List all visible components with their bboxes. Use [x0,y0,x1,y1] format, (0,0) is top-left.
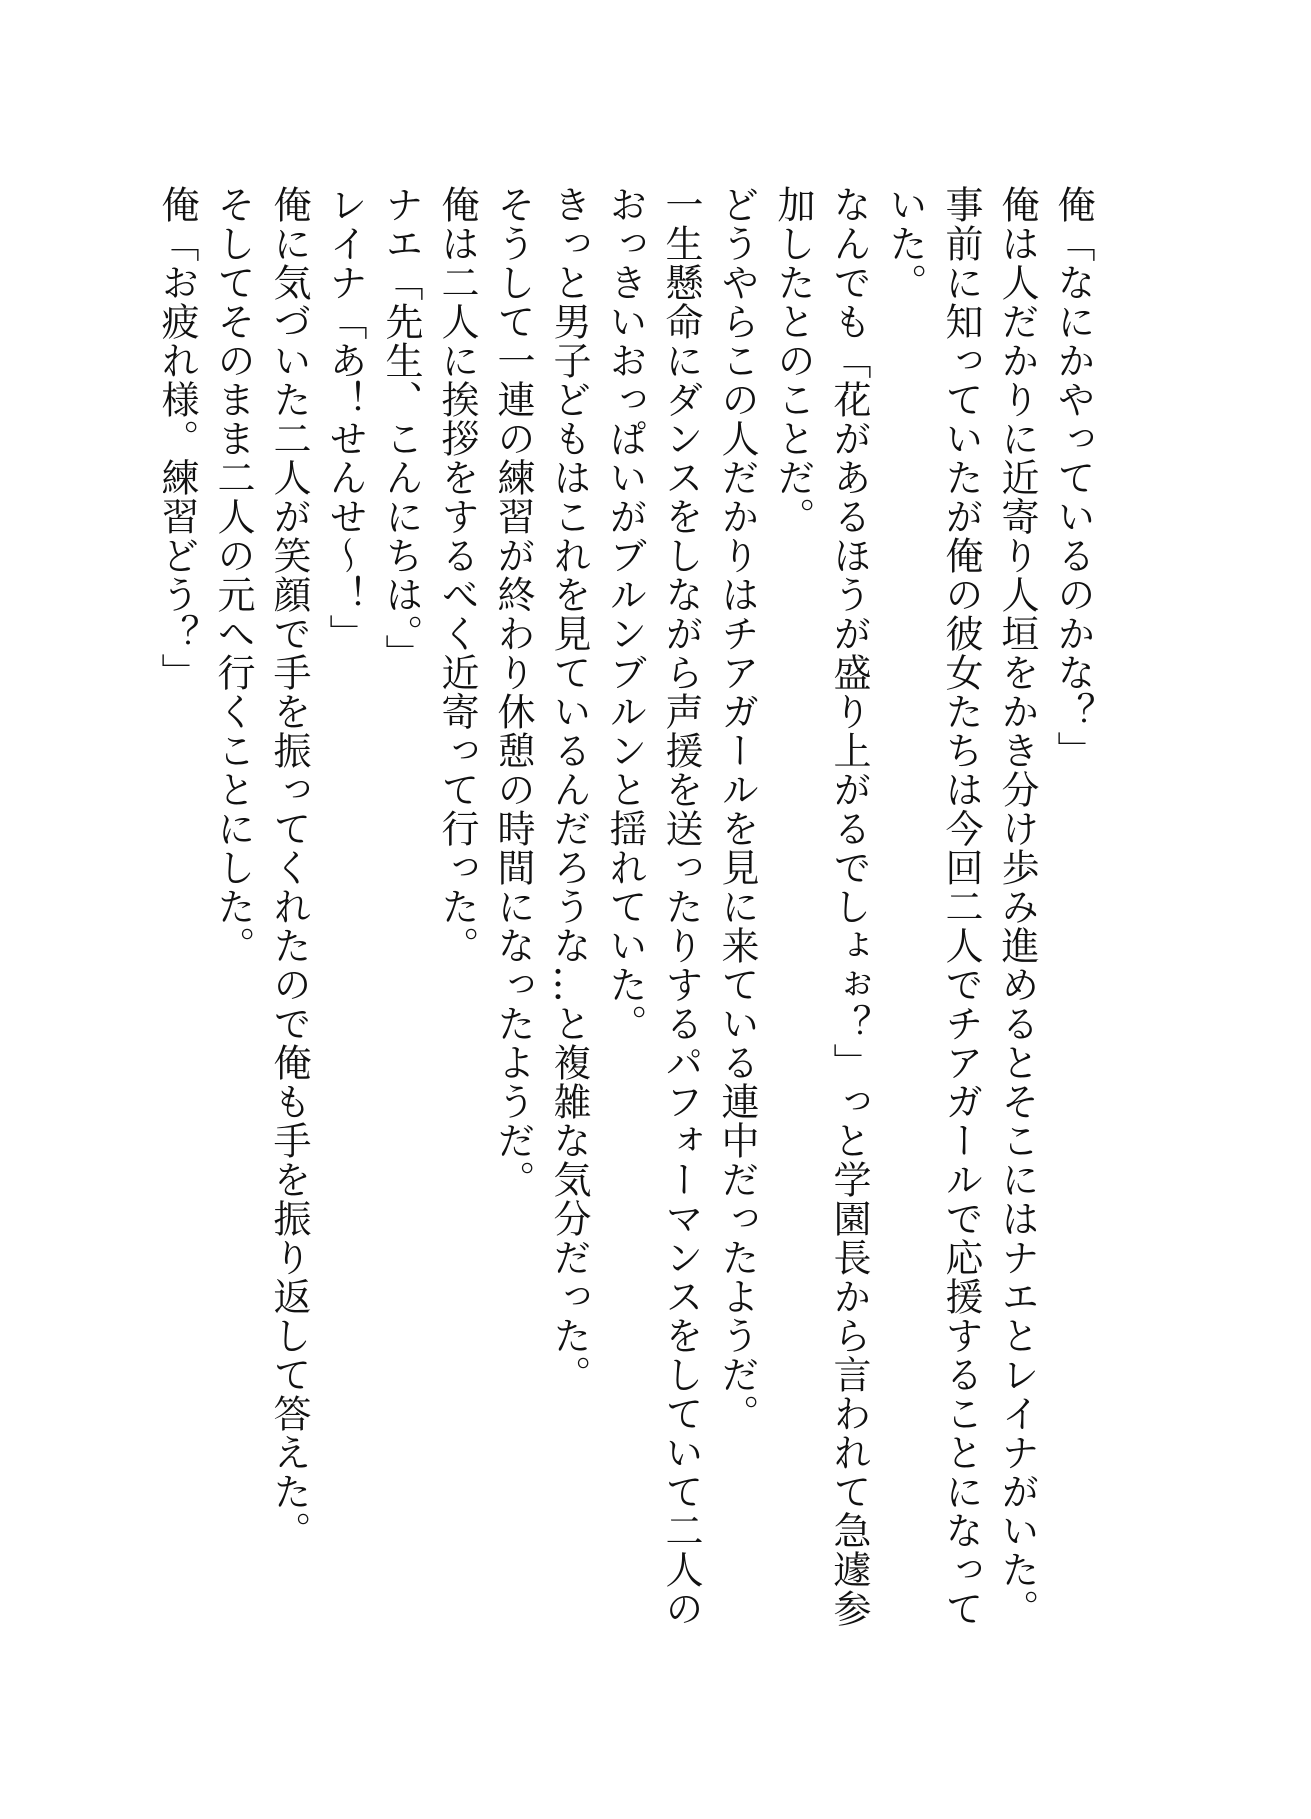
text-line: 事前に知っていたが俺の彼女たちは今回二人でチアガールで応援することになっていた。 [883,185,983,1628]
text-line: きっと男子どもはこれを見ているんだろうな…と複雑な気分だった。 [547,185,591,1394]
text-line: 俺「お疲れ様。練習どう？」 [155,185,199,692]
text-line: 俺に気づいた二人が笑顔で手を振ってくれたので俺も手を振り返して答えた。 [267,185,311,1550]
text-line: なんでも「花があるほうが盛り上がるでしょぉ？」っと学園長から言われて急遽参加したとのことだ。 [771,185,871,1628]
text-line: ナエ「先生、こんにちは。」 [379,185,423,673]
text-line: そうして一連の練習が終わり休憩の時間になったようだ。 [491,185,535,1199]
text-line: 俺は人だかりに近寄り人垣をかき分け歩み進めるとそこにはナエとレイナがいた。 [995,185,1039,1628]
text-line: 俺「なにかやっているのかな？」 [1051,185,1095,770]
vertical-text-body [149,185,1101,1655]
text-line: 俺は二人に挨拶をするべく近寄って行った。 [435,185,479,965]
text-line: 一生懸命にダンスをしながら声援を送ったりするパフォーマンスをしていて二人のおっきいおっぱいがブルンブルンと揺れていた。 [603,185,703,1628]
text-line: どうやらこの人だかりはチアガールを見に来ている連中だったようだ。 [715,185,759,1433]
text-line: レイナ「あ！せんせ〜！」 [323,185,367,653]
text-line: そしてそのまま二人の元へ行くことにした。 [211,185,255,965]
